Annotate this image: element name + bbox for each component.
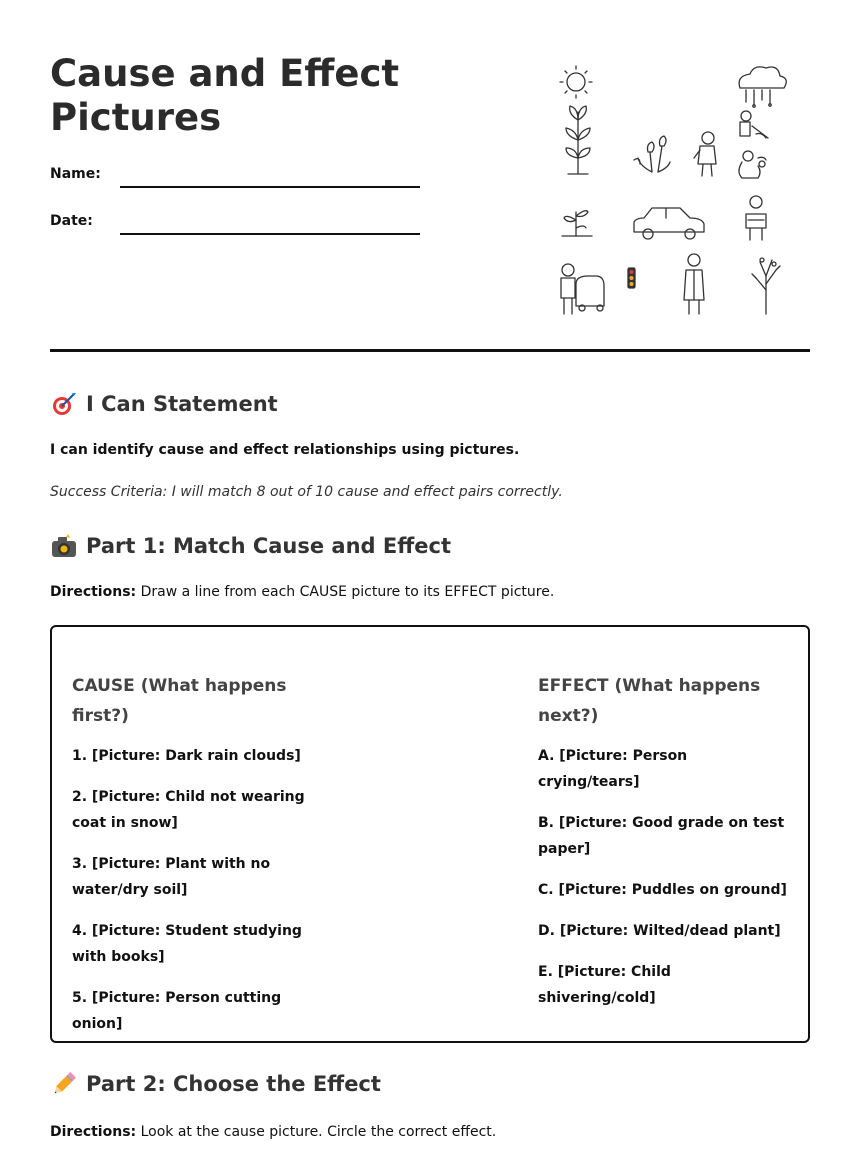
tulips-icon [634, 136, 670, 172]
cause-column [72, 671, 312, 1052]
effect-column [538, 671, 788, 1026]
camera-icon [50, 532, 78, 560]
effect-item[interactable]: A. [Picture: Person crying/tears] [538, 748, 688, 790]
effect-heading: EFFECT (What happens next?) [538, 676, 761, 726]
cause-item[interactable]: 5. [Picture: Person cutting onion] [72, 990, 282, 1032]
part2-directions [50, 1124, 496, 1140]
clipart-collage [548, 60, 798, 322]
header-divider [50, 349, 810, 352]
part1-heading [50, 532, 451, 560]
cause-item[interactable]: 2. [Picture: Child not wearing coat in snow] [72, 789, 305, 831]
person-digging-icon [740, 111, 768, 138]
success-criteria: Success Criteria: I will match 8 out of 10 cause and effect pairs correctly. [50, 484, 563, 500]
date-field-line[interactable] [120, 233, 420, 235]
effect-item[interactable]: B. [Picture: Good grade on test paper] [538, 815, 785, 857]
page-title: Cause and Effect Pictures [50, 52, 400, 139]
part2-directions-label: Directions: [50, 1124, 137, 1140]
i-can-heading [50, 390, 278, 418]
i-can-statement: I can identify cause and effect relationships using pictures. [50, 442, 520, 458]
matching-box [50, 625, 810, 1043]
part2-directions-text: Look at the cause picture. Circle the correct effect. [136, 1124, 497, 1140]
traffic-light-icon [628, 268, 635, 288]
cause-item[interactable]: 3. [Picture: Plant with no water/dry soil] [72, 856, 271, 898]
cause-heading: CAUSE (What happens first?) [72, 676, 287, 726]
part1-directions-text: Draw a line from each CAUSE picture to its EFFECT picture. [136, 584, 555, 600]
date-label: Date: [50, 213, 93, 229]
effect-item[interactable]: C. [Picture: Puddles on ground] [538, 882, 787, 898]
car-icon [634, 208, 704, 239]
child-icon [694, 132, 716, 176]
part1-directions-label: Directions: [50, 584, 137, 600]
rain-cloud-icon [739, 67, 786, 107]
cause-item[interactable]: 1. [Picture: Dark rain clouds] [72, 748, 301, 764]
effect-item[interactable]: E. [Picture: Child shivering/cold] [538, 964, 671, 1006]
doctor-icon [684, 254, 704, 314]
target-icon [50, 390, 78, 418]
part2-heading-text: Part 2: Choose the Effect [86, 1072, 381, 1096]
part1-directions [50, 584, 554, 600]
sun-icon [560, 66, 592, 98]
pencil-icon [50, 1070, 78, 1098]
name-label: Name: [50, 166, 101, 182]
student-icon [746, 196, 766, 240]
i-can-heading-text: I Can Statement [86, 392, 278, 416]
person-with-car-icon [561, 264, 604, 314]
name-field-line[interactable] [120, 186, 420, 188]
plant-icon [566, 106, 590, 174]
effect-item[interactable]: D. [Picture: Wilted/dead plant] [538, 923, 781, 939]
seedling-icon [562, 211, 592, 236]
dog-icon [739, 151, 766, 178]
part2-heading [50, 1070, 381, 1098]
tree-icon [752, 258, 780, 314]
cause-item[interactable]: 4. [Picture: Student studying with books] [72, 923, 302, 965]
part1-heading-text: Part 1: Match Cause and Effect [86, 534, 451, 558]
